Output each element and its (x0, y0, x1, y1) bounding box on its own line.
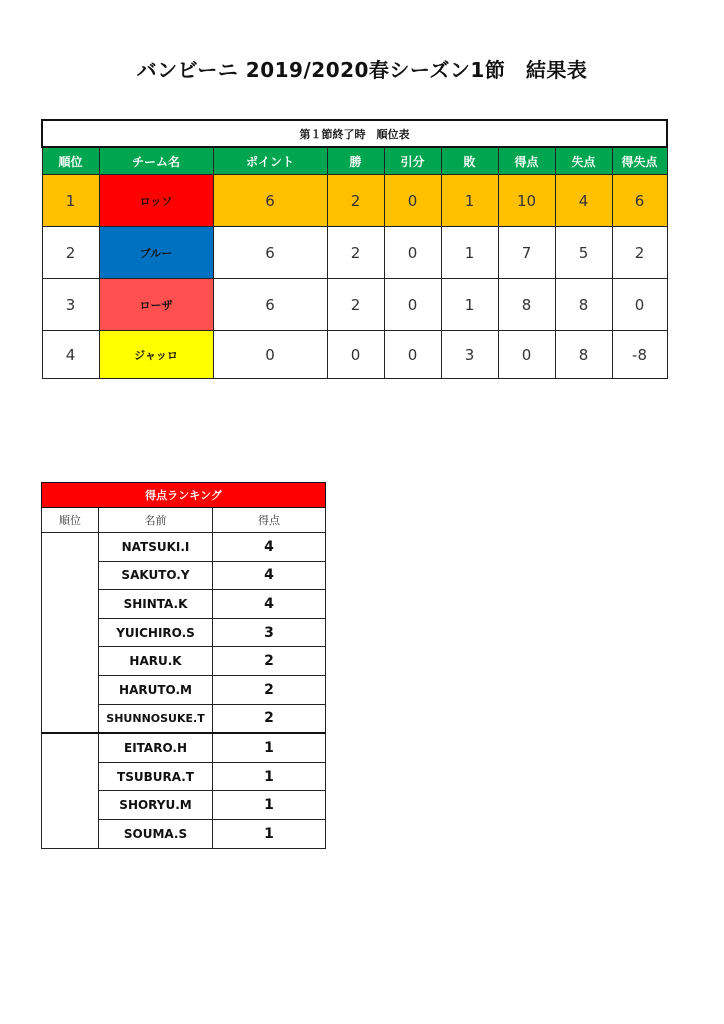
loss-cell: 1 (441, 175, 498, 227)
header-draw: 引分 (384, 147, 441, 175)
loss-cell: 3 (441, 331, 498, 379)
player-goals: 1 (213, 762, 326, 791)
player-goals: 2 (213, 647, 326, 676)
player-goals: 1 (213, 791, 326, 820)
draw-cell: 0 (384, 331, 441, 379)
goals-against-cell: 8 (555, 331, 612, 379)
rank-cell: 3 (42, 279, 99, 331)
player-goals: 1 (213, 733, 326, 762)
player-name: SHINTA.K (99, 590, 213, 619)
points-cell: 6 (213, 227, 327, 279)
ranking-rank-cell (42, 533, 99, 734)
standings-row (42, 331, 667, 379)
draw-cell: 0 (384, 175, 441, 227)
goals-for-cell: 7 (498, 227, 555, 279)
goal-diff-cell: -8 (612, 331, 667, 379)
loss-cell: 1 (441, 227, 498, 279)
win-cell: 2 (327, 175, 384, 227)
header-loss: 敗 (441, 147, 498, 175)
player-name: HARUTO.M (99, 675, 213, 704)
player-name: SOUMA.S (99, 819, 213, 848)
draw-cell: 0 (384, 279, 441, 331)
standings-row (42, 175, 667, 227)
standings-caption: 第１節終了時 順位表 (42, 120, 667, 147)
header-rank: 順位 (42, 147, 99, 175)
team-cell: ジャッロ (99, 331, 213, 379)
player-name: HARU.K (99, 647, 213, 676)
rank-cell: 1 (42, 175, 99, 227)
header-goals-against: 失点 (555, 147, 612, 175)
header-goals-for: 得点 (498, 147, 555, 175)
goals-for-cell: 8 (498, 279, 555, 331)
win-cell: 0 (327, 331, 384, 379)
header-goal-diff: 得失点 (612, 147, 667, 175)
ranking-header-name: 名前 (99, 508, 213, 533)
player-goals: 4 (213, 561, 326, 590)
ranking-caption: 得点ランキング (42, 483, 326, 508)
goals-against-cell: 8 (555, 279, 612, 331)
player-goals: 3 (213, 618, 326, 647)
goal-diff-cell: 2 (612, 227, 667, 279)
header-win: 勝 (327, 147, 384, 175)
rank-cell: 2 (42, 227, 99, 279)
goals-against-cell: 5 (555, 227, 612, 279)
ranking-rank-cell (42, 733, 99, 848)
standings-row (42, 227, 667, 279)
ranking-header-rank: 順位 (42, 508, 99, 533)
team-cell: ロッソ (99, 175, 213, 227)
player-goals: 4 (213, 533, 326, 562)
player-name: SHORYU.M (99, 791, 213, 820)
player-name: EITARO.H (99, 733, 213, 762)
player-name: TSUBURA.T (99, 762, 213, 791)
player-goals: 4 (213, 590, 326, 619)
points-cell: 0 (213, 331, 327, 379)
goals-for-cell: 0 (498, 331, 555, 379)
player-goals: 2 (213, 704, 326, 733)
team-cell: ローザ (99, 279, 213, 331)
ranking-header-goals: 得点 (213, 508, 326, 533)
win-cell: 2 (327, 279, 384, 331)
draw-cell: 0 (384, 227, 441, 279)
team-cell: ブルー (99, 227, 213, 279)
player-name: SHUNNOSUKE.T (99, 704, 213, 733)
player-name: SAKUTO.Y (99, 561, 213, 590)
player-name: YUICHIRO.S (99, 618, 213, 647)
goal-diff-cell: 0 (612, 279, 667, 331)
page-title: バンビーニ 2019/2020春シーズン1節 結果表 (136, 58, 588, 82)
header-points: ポイント (213, 147, 327, 175)
points-cell: 6 (213, 175, 327, 227)
player-goals: 1 (213, 819, 326, 848)
win-cell: 2 (327, 227, 384, 279)
goal-diff-cell: 6 (612, 175, 667, 227)
standings-row (42, 279, 667, 331)
header-team: チーム名 (99, 147, 213, 175)
scoring-ranking-table (41, 482, 326, 849)
standings-table (41, 119, 668, 379)
goals-for-cell: 10 (498, 175, 555, 227)
rank-cell: 4 (42, 331, 99, 379)
loss-cell: 1 (441, 279, 498, 331)
goals-against-cell: 4 (555, 175, 612, 227)
points-cell: 6 (213, 279, 327, 331)
player-name: NATSUKI.I (99, 533, 213, 562)
player-goals: 2 (213, 675, 326, 704)
